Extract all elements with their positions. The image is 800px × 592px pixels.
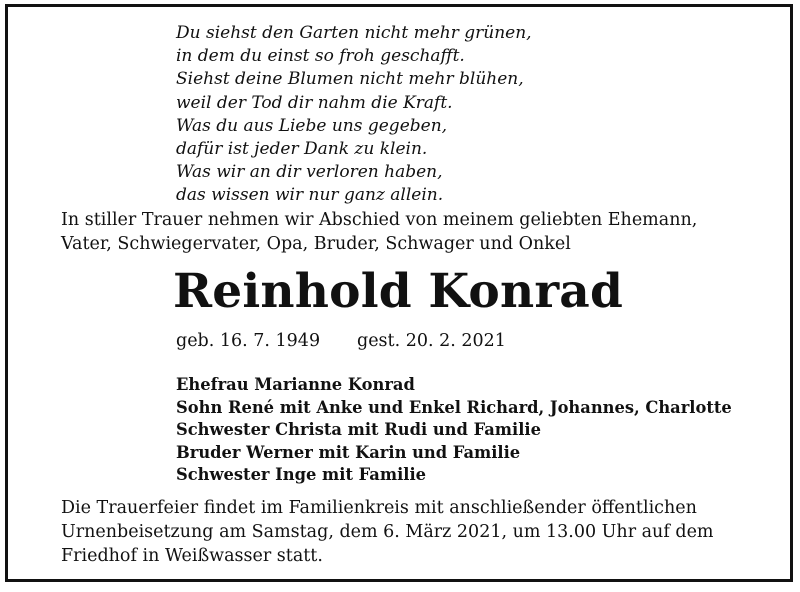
intro-line: In stiller Trauer nehmen wir Abschied von meinem geliebten Ehemann, xyxy=(61,210,698,230)
poem-line: Was wir an dir verloren haben, xyxy=(176,162,443,183)
mourners-list xyxy=(176,374,732,487)
death-date: gest. 20. 2. 2021 xyxy=(357,331,506,351)
poem-line: in dem du einst so froh geschafft. xyxy=(176,46,465,67)
service-line: Urnenbeisetzung am Samstag, dem 6. März 2021, um 13.00 Uhr auf dem xyxy=(61,522,714,542)
mourner-line: Schwester Christa mit Rudi und Familie xyxy=(176,420,541,440)
poem-line: das wissen wir nur ganz allein. xyxy=(176,185,444,206)
mourner-line: Sohn René mit Anke und Enkel Richard, Johannes, Charlotte xyxy=(176,397,732,417)
poem-line: dafür ist jeder Dank zu klein. xyxy=(176,138,428,159)
mourner-line: Bruder Werner mit Karin und Familie xyxy=(176,442,521,462)
service-info xyxy=(61,496,714,568)
intro-line: Vater, Schwiegervater, Opa, Bruder, Schwager und Onkel xyxy=(61,234,571,254)
poem xyxy=(176,22,532,208)
life-dates xyxy=(176,329,506,353)
birth-date: geb. 16. 7. 1949 xyxy=(176,331,321,351)
poem-line: Du siehst den Garten nicht mehr grünen, xyxy=(176,23,532,43)
service-line: Die Trauerfeier findet im Familienkreis mit anschließender öffentlichen xyxy=(61,498,697,518)
service-line: Friedhof in Weißwasser statt. xyxy=(61,546,323,566)
mourner-line: Ehefrau Marianne Konrad xyxy=(176,375,415,394)
poem-line: weil der Tod dir nahm die Kraft. xyxy=(176,92,453,113)
deceased-name: Reinhold Konrad xyxy=(173,264,624,319)
mourner-line: Schwester Inge mit Familie xyxy=(176,465,426,485)
intro-text xyxy=(61,208,697,256)
poem-line: Siehst deine Blumen nicht mehr blühen, xyxy=(176,69,524,90)
poem-line: Was du aus Liebe uns gegeben, xyxy=(176,115,448,136)
